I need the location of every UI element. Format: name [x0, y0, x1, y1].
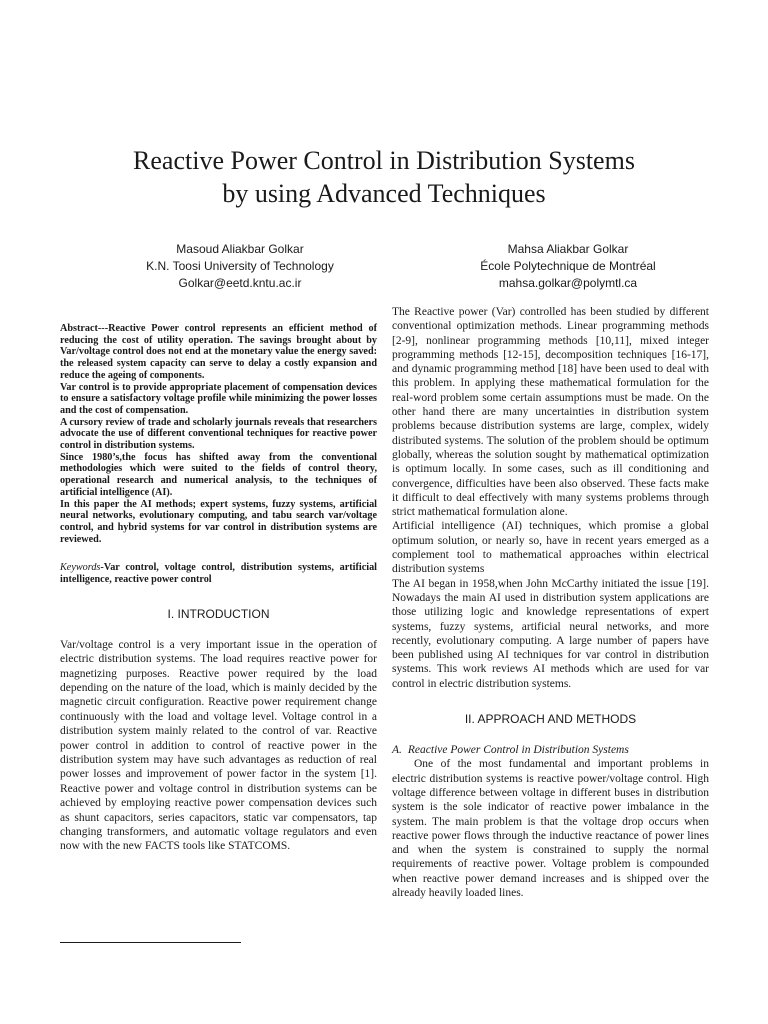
keywords	[60, 562, 377, 585]
author-email: mahsa.golkar@polymtl.ca	[498, 276, 638, 290]
abstract-paragraph: Since 1980’s,the focus has shifted away from the conventional methodologies which were suited to the fields of control theory, operational research and numerical analysis, to the techniques of artificial intelligence (AI).	[60, 451, 377, 498]
section-heading-approach: II. APPROACH AND METHODS	[464, 712, 637, 727]
body-paragraph: The Reactive power (Var) controlled has been studied by different conventional optimization methods. Linear programming methods [2-9], nonlinear programming methods [10,11], mixed integer programming methods [12-15], decomposition techniques [16-17], and dynamic programming method [18] have been used to deal with this problem. In applying these mathematical formulation for the real-word problem some certain assumptions must be made. On the other hand there are many uncertainties in distribution system problems because distribution systems are large, complex, widely distributed systems. The solution of the problem should be optimum globally, whereas the solution sought by mathematical optimization is optimum locally. In some cases, such as ill conditioning and convergence, difficulties have been also observed. These facts make it difficult to deal effectively with many systems problems through strict mathematical formulation alone.	[392, 306, 709, 519]
section-heading-introduction: I. INTRODUCTION	[167, 606, 270, 621]
author-email: Golkar@eetd.kntu.ac.ir	[178, 276, 302, 290]
author-name: Mahsa Aliakbar Golkar	[507, 242, 629, 256]
author-name: Masoud Aliakbar Golkar	[176, 242, 304, 256]
keywords-label: Keywords	[60, 562, 101, 574]
author-affiliation: K.N. Toosi University of Technology	[146, 259, 334, 273]
author-block-1	[90, 241, 390, 292]
subsection-title: Reactive Power Control in Distribution Systems	[407, 744, 629, 757]
keywords-text: -Var control, voltage control, distribution systems, artificial intelligence, reactive power control	[60, 562, 377, 586]
body-paragraph: Artificial intelligence (AI) techniques, which promise a global optimum solution, or nearly so, have in recent years emerged as a complement tool to mathematical approaches within electrical distribution systems	[392, 520, 709, 576]
paper-title	[40, 144, 728, 210]
body-paragraph: The AI began in 1958,when John McCarthy initiated the issue [19]. Nowadays the main AI used in distribution system applications are those utilizing logic and knowledge representations of expert systems, fuzzy systems, artificial neural networks, and more recently, evolutionary computing. A large number of papers have been published using AI techniques for var control in distribution systems. This work reviews AI methods which are used for var control in electric distribution systems.	[392, 577, 709, 690]
paper-title-line-1: Reactive Power Control in Distribution Systems	[133, 146, 635, 175]
subsection-heading	[392, 743, 709, 757]
abstract-paragraph: A cursory review of trade and scholarly journals reveals that researchers advocate the use of different conventional techniques for reactive power control in distribution systems.	[60, 416, 377, 452]
author-affiliation: École Polytechnique de Montréal	[480, 259, 656, 273]
abstract-paragraph: In this paper the AI methods; expert systems, fuzzy systems, artificial neural networks, evolutionary computing, and tabu search var/voltage control, and hybrid systems for var control in distribution systems are reviewed.	[60, 498, 377, 545]
abstract-paragraph: Abstract---Reactive Power control represents an efficient method of reducing the cost of utility operation. The savings brought about by Var/voltage control does not end at the monetary value the energy saved: the released system capacity can serve to delay a costly expansion and reduce the ageing of components.	[60, 323, 377, 381]
footnote-divider	[60, 942, 241, 943]
left-column	[60, 323, 377, 854]
abstract-paragraph: Var control is to provide appropriate placement of compensation devices to ensure a satisfactory voltage profile while minimizing the power losses and the cost of compensation.	[60, 381, 377, 416]
body-paragraph: One of the most fundamental and important problems in electric distribution systems is reactive power/voltage control. High voltage difference between voltage in different buses in distribution system is the sole indicator of reactive power imbalance in the system. The main problem is that the voltage drop occurs when reactive power flows through the inductive reactance of power lines and when the system is constrained to supply the normal requirements of reactive power. Voltage problem is compounded when reactive power demand increases and is shipped over the already heavily loaded lines.	[392, 758, 709, 899]
right-column	[392, 305, 709, 900]
subsection-number: A.	[392, 744, 402, 757]
author-block-2	[418, 241, 718, 292]
abstract	[60, 323, 377, 545]
body-paragraph: Var/voltage control is a very important issue in the operation of electric distribution systems. The load requires reactive power for magnetizing purposes. Reactive power required by the load depending on the nature of the load, which is mainly decided by the magnetic circuit configuration. Reactive power requirement change continuously with the load and voltage level. Voltage control in a distribution system mainly related to the control of var. Reactive power control in addition to control of reactive power in the distribution system may have such advantages as reduction of real power losses and improvement of power factor in the system [1]. Reactive power and voltage control in distribution systems can be achieved by employing reactive power compensation devices such as shunt capacitors, series capacitors, static var compensators, tap changing transformers, and automatic voltage regulators and even now with the new FACTS tools like STATCOMS.	[60, 638, 377, 853]
paper-title-line-2: by using Advanced Techniques	[222, 179, 546, 208]
